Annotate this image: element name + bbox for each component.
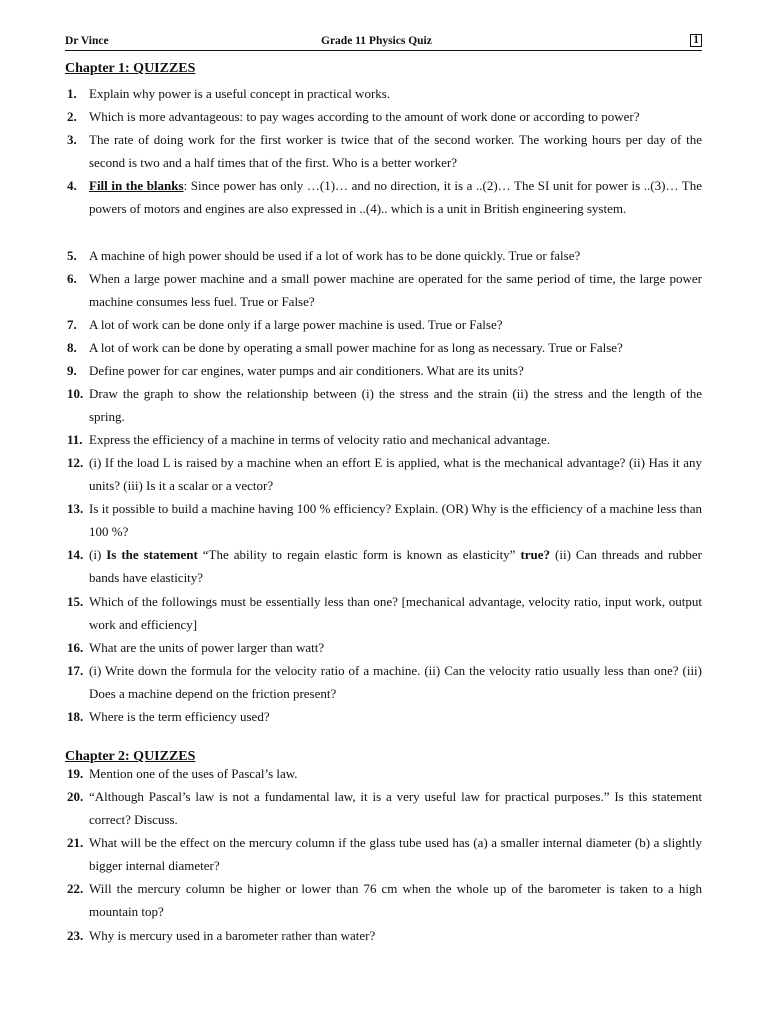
question-number: 17. xyxy=(67,663,84,678)
page-number: 1 xyxy=(690,34,702,47)
question-number: 5. xyxy=(67,248,77,263)
question-8 xyxy=(65,336,702,359)
question-number: 12. xyxy=(67,455,84,470)
question-4 xyxy=(65,174,702,220)
question-16 xyxy=(65,636,702,659)
header-author: Dr Vince xyxy=(65,35,109,47)
question-text: What are the units of power larger than watt? xyxy=(89,640,325,655)
chapter-2-title: Chapter 2: QUIZZES xyxy=(65,749,196,764)
question-2 xyxy=(65,105,702,128)
question-text: What will be the effect on the mercury column if the glass tube used has (a) a smaller internal diameter (b) a slightly bigger internal diameter? xyxy=(89,835,702,874)
question-number: 22. xyxy=(67,881,84,896)
question-number: 15. xyxy=(67,594,84,609)
question-number: 21. xyxy=(67,835,84,850)
question-text: Why is mercury used in a barometer rather than water? xyxy=(89,928,376,943)
bold-part: true? xyxy=(520,547,551,562)
question-23 xyxy=(65,924,702,947)
question-text: When a large power machine and a small power machine are operated for the same period of time, the large power machine consumes less fuel. True or False? xyxy=(89,271,702,310)
question-18 xyxy=(65,705,702,728)
question-text: Which is more advantageous: to pay wages according to the amount of work done or according to power? xyxy=(89,109,640,124)
question-10 xyxy=(65,382,702,428)
question-number: 7. xyxy=(67,317,77,332)
question-number: 3. xyxy=(67,132,77,147)
question-number: 1. xyxy=(67,86,77,101)
text-part: (ii) Can threads and rubber bands have elasticity? xyxy=(89,547,703,586)
question-20 xyxy=(65,785,702,831)
question-text: Express the efficiency of a machine in terms of velocity ratio and mechanical advantage. xyxy=(89,432,551,447)
question-15 xyxy=(65,590,702,636)
question-17 xyxy=(65,659,702,705)
question-number: 2. xyxy=(67,109,77,124)
question-21 xyxy=(65,831,702,877)
question-text: Explain why power is a useful concept in practical works. xyxy=(89,86,391,101)
question-number: 9. xyxy=(67,363,77,378)
question-number: 14. xyxy=(67,547,84,562)
question-number: 13. xyxy=(67,501,84,516)
question-number: 16. xyxy=(67,640,84,655)
question-text: Mention one of the uses of Pascal’s law. xyxy=(89,766,298,781)
question-text: Which of the followings must be essentially less than one? [mechanical advantage, velocity ratio, input work, output work and efficiency] xyxy=(89,594,702,633)
question-text xyxy=(89,174,702,220)
question-text: (i) Write down the formula for the velocity ratio of a machine. (ii) Can the velocity ratio usually less than one? (iii) Does a machine depend on the friction present? xyxy=(89,663,702,702)
question-number: 8. xyxy=(67,340,77,355)
fill-in-label: Fill in the blanks xyxy=(89,178,184,193)
question-number: 10. xyxy=(67,386,84,401)
question-text xyxy=(89,543,702,589)
question-7 xyxy=(65,313,702,336)
question-12 xyxy=(65,451,702,497)
question-11 xyxy=(65,428,702,451)
question-text: A machine of high power should be used if a lot of work has to be done quickly. True or false? xyxy=(89,248,581,263)
bold-part: Is the statement xyxy=(106,547,198,562)
question-9 xyxy=(65,359,702,382)
header-title: Grade 11 Physics Quiz xyxy=(321,35,432,47)
question-19 xyxy=(65,762,702,785)
question-5 xyxy=(65,244,702,267)
question-13 xyxy=(65,497,702,543)
question-text: (i) If the load L is raised by a machine when an effort E is applied, what is the mechanical advantage? (ii) Has it any units? (iii) Is it a scalar or a vector? xyxy=(89,455,702,494)
question-text-body: : Since power has only …(1)… and no direction, it is a ..(2)… The SI unit for power is ..(3)… The powers of motors and engines are also expressed in ..(4).. which is a unit in British engineering system. xyxy=(89,178,703,217)
question-22 xyxy=(65,877,702,923)
page-header xyxy=(65,34,702,51)
question-text: Define power for car engines, water pumps and air conditioners. What are its units? xyxy=(89,363,524,378)
question-text: Where is the term efficiency used? xyxy=(89,709,270,724)
question-text: Is it possible to build a machine having 100 % efficiency? Explain. (OR) Why is the efficiency of a machine less than 100 %? xyxy=(89,501,702,540)
question-14 xyxy=(65,543,702,589)
question-text: Will the mercury column be higher or lower than 76 cm when the whole up of the barometer is taken to a high mountain top? xyxy=(89,881,702,920)
chapter-1-title: Chapter 1: QUIZZES xyxy=(65,61,196,76)
question-text: “Although Pascal’s law is not a fundamental law, it is a very useful law for practical purposes.” Is this statement correct? Discuss. xyxy=(89,789,702,828)
question-text: The rate of doing work for the first worker is twice that of the second worker. The working hours per day of the second is two and a half times that of the first. Who is a better worker? xyxy=(89,132,702,171)
question-1 xyxy=(65,82,702,105)
question-number: 4. xyxy=(67,178,77,193)
question-number: 23. xyxy=(67,928,84,943)
question-text: Draw the graph to show the relationship between (i) the stress and the strain (ii) the stress and the length of the spring. xyxy=(89,386,702,425)
question-text: A lot of work can be done only if a large power machine is used. True or False? xyxy=(89,317,503,332)
question-number: 19. xyxy=(67,766,84,781)
question-text: A lot of work can be done by operating a small power machine for as long as necessary. True or False? xyxy=(89,340,623,355)
question-number: 11. xyxy=(67,432,83,447)
question-3 xyxy=(65,128,702,174)
question-number: 20. xyxy=(67,789,84,804)
question-6 xyxy=(65,267,702,313)
question-number: 6. xyxy=(67,271,77,286)
text-part: (i) xyxy=(89,547,107,562)
text-part: “The ability to regain elastic form is known as elasticity” xyxy=(197,547,521,562)
question-number: 18. xyxy=(67,709,84,724)
